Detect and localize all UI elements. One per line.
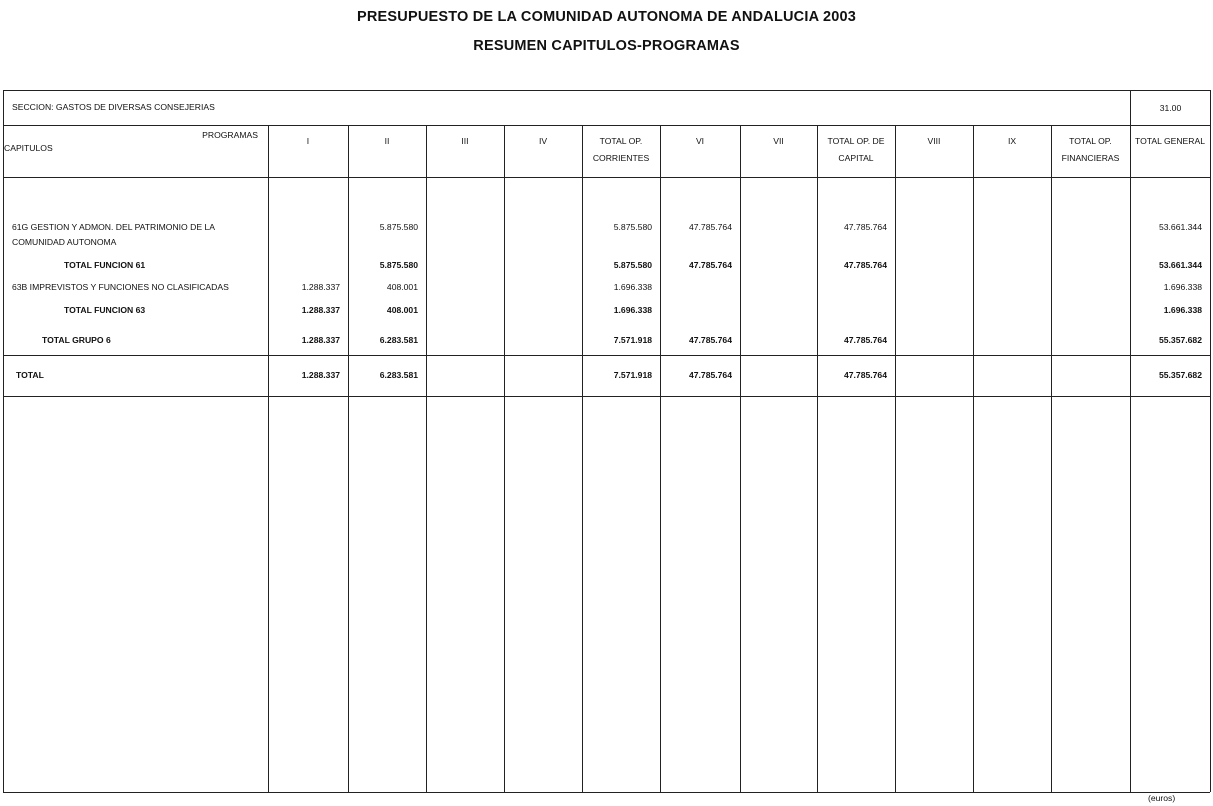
table-rule-vertical xyxy=(973,125,974,792)
corner-header-capitulos: CAPITULOS xyxy=(4,143,53,153)
table-cell: 47.785.764 xyxy=(688,370,732,380)
row-label-continued: COMUNIDAD AUTONOMA xyxy=(12,237,117,247)
table-cell: 5.875.580 xyxy=(613,260,652,270)
table-cell: 1.288.337 xyxy=(301,282,340,292)
table-cell: 53.661.344 xyxy=(1158,222,1202,232)
corner-header-programas: PROGRAMAS xyxy=(202,130,258,140)
table-cell: 1.288.337 xyxy=(301,370,340,380)
table-rule-vertical xyxy=(426,125,427,792)
table-rule-vertical xyxy=(268,125,269,792)
row-label: 61G GESTION Y ADMON. DEL PATRIMONIO DE LA xyxy=(12,222,215,232)
table-cell: 408.001 xyxy=(386,305,418,315)
table-cell: 53.661.344 xyxy=(1158,260,1202,270)
table-rule-vertical xyxy=(1130,90,1131,792)
section-label: SECCION: GASTOS DE DIVERSAS CONSEJERIAS xyxy=(12,102,215,112)
table-rule-horizontal xyxy=(3,355,1210,356)
column-header: II xyxy=(384,136,390,146)
table-rule-horizontal xyxy=(3,125,1210,126)
section-code: 31.00 xyxy=(1159,103,1182,113)
table-cell: 1.696.338 xyxy=(613,282,652,292)
row-label: TOTAL GRUPO 6 xyxy=(42,335,111,345)
page-subtitle: RESUMEN CAPITULOS-PROGRAMAS xyxy=(473,38,740,54)
table-cell: 5.875.580 xyxy=(613,222,652,232)
table-cell: 47.785.764 xyxy=(843,222,887,232)
table-cell: 1.288.337 xyxy=(301,305,340,315)
table-rule-vertical xyxy=(1051,125,1052,792)
column-header: IV xyxy=(538,136,548,146)
table-cell: 1.696.338 xyxy=(1163,305,1202,315)
unit-note: (euros) xyxy=(1148,793,1176,803)
row-label: TOTAL FUNCION 61 xyxy=(64,260,146,270)
table-cell: 7.571.918 xyxy=(613,335,652,345)
row-label: TOTAL FUNCION 63 xyxy=(64,305,146,315)
table-rule-horizontal xyxy=(3,396,1210,397)
table-rule-horizontal xyxy=(3,792,1210,793)
table-cell: 1.288.337 xyxy=(301,335,340,345)
column-header: TOTAL GENERAL xyxy=(1134,136,1206,146)
table-cell: 1.696.338 xyxy=(613,305,652,315)
table-cell: 6.283.581 xyxy=(379,335,418,345)
column-header: TOTAL OP. FINANCIERAS xyxy=(1061,136,1120,163)
table-rule-horizontal xyxy=(3,90,1210,91)
table-cell: 47.785.764 xyxy=(843,335,887,345)
table-cell: 55.357.682 xyxy=(1158,370,1202,380)
column-header: VIII xyxy=(927,136,941,146)
table-cell: 5.875.580 xyxy=(379,222,418,232)
table-cell: 47.785.764 xyxy=(688,260,732,270)
table-cell: 47.785.764 xyxy=(688,222,732,232)
column-header: IX xyxy=(1007,136,1017,146)
table-cell: 5.875.580 xyxy=(379,260,418,270)
column-header: I xyxy=(306,136,310,146)
column-header: VI xyxy=(695,136,705,146)
table-rule-vertical xyxy=(895,125,896,792)
table-cell: 55.357.682 xyxy=(1158,335,1202,345)
column-header: TOTAL OP. DE CAPITAL xyxy=(827,136,885,163)
row-label: TOTAL xyxy=(16,370,44,380)
table-cell: 47.785.764 xyxy=(688,335,732,345)
table-cell: 1.696.338 xyxy=(1163,282,1202,292)
row-label: 63B IMPREVISTOS Y FUNCIONES NO CLASIFICADAS xyxy=(12,282,229,292)
table-cell: 47.785.764 xyxy=(843,370,887,380)
table-rule-horizontal xyxy=(3,177,1210,178)
table-rule-vertical xyxy=(740,125,741,792)
column-header: III xyxy=(461,136,469,146)
table-rule-vertical xyxy=(504,125,505,792)
column-header: TOTAL OP. CORRIENTES xyxy=(592,136,650,163)
table-rule-vertical xyxy=(3,90,4,792)
table-cell: 408.001 xyxy=(386,282,418,292)
table-cell: 6.283.581 xyxy=(379,370,418,380)
column-header: VII xyxy=(773,136,784,146)
table-cell: 7.571.918 xyxy=(613,370,652,380)
page-title: PRESUPUESTO DE LA COMUNIDAD AUTONOMA DE ANDALUCIA 2003 xyxy=(356,9,856,25)
table-cell: 47.785.764 xyxy=(843,260,887,270)
table-rule-vertical xyxy=(1210,90,1211,792)
